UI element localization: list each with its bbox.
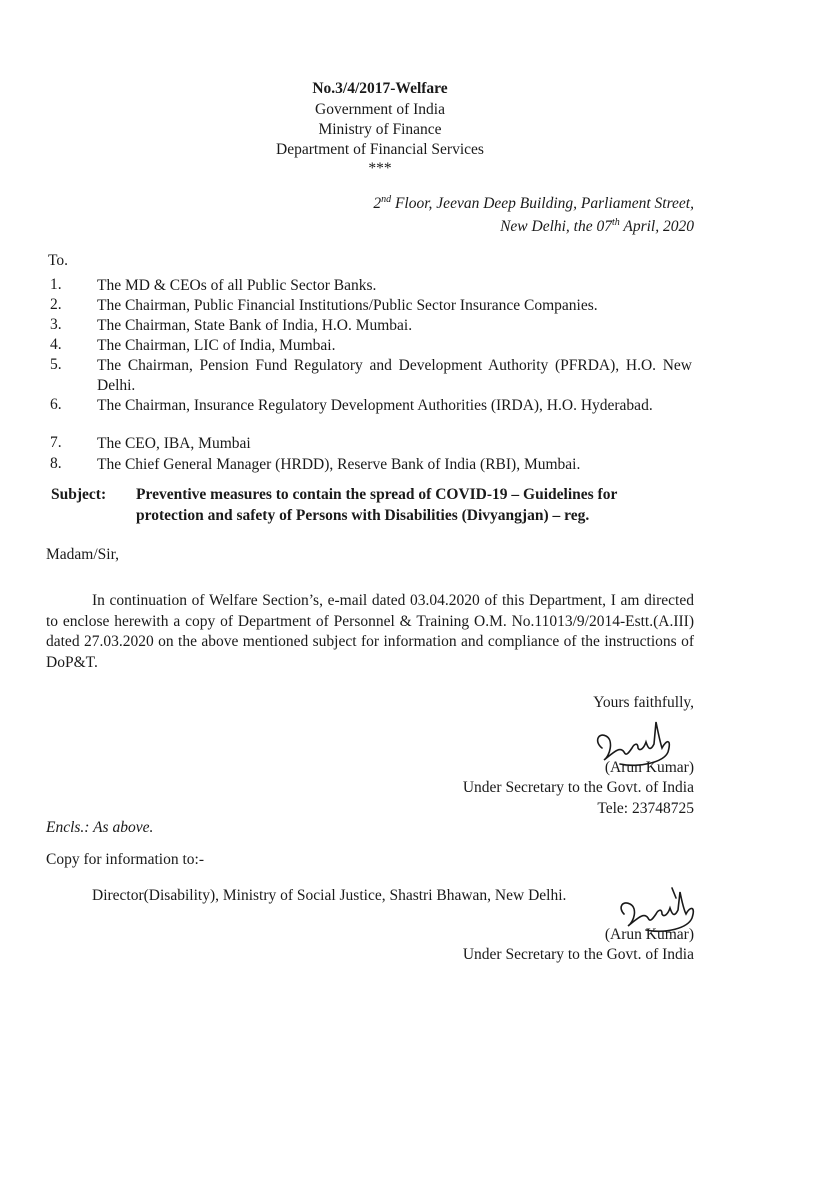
- item-number: 7.: [50, 434, 62, 451]
- government-line: Government of India: [315, 101, 445, 118]
- item-number: 5.: [50, 356, 62, 373]
- ministry-line: Ministry of Finance: [318, 121, 442, 138]
- subject-label: Subject:: [51, 486, 107, 503]
- file-number: No.3/4/2017-Welfare: [312, 80, 448, 97]
- list-item: [0, 336, 829, 356]
- list-item: [0, 455, 829, 475]
- list-item: [0, 316, 829, 336]
- item-number: 6.: [50, 396, 62, 413]
- item-text: The Chairman, State Bank of India, H.O. Mumbai.: [97, 317, 413, 334]
- list-item: [0, 434, 829, 454]
- item-text: The Chairman, LIC of India, Mumbai.: [97, 337, 336, 354]
- address-text: Floor, Jeevan Deep Building, Parliament Street,: [391, 195, 694, 213]
- item-text: The MD & CEOs of all Public Sector Banks.: [97, 277, 377, 294]
- item-text: The Chairman, Pension Fund Regulatory and Development Authority (PFRDA), H.O. New Delhi.: [97, 357, 692, 394]
- signatory2-designation: Under Secretary to the Govt. of India: [462, 946, 694, 963]
- signatory2-name: (Arun Kumar): [604, 926, 694, 943]
- floor-suffix: nd: [381, 194, 392, 205]
- date-prefix: New Delhi, the 07: [500, 218, 612, 236]
- list-item: [0, 396, 829, 436]
- header-stars: ***: [368, 160, 392, 177]
- salutation: Madam/Sir,: [46, 546, 119, 563]
- subject-line-2: protection and safety of Persons with Disabilities (Divyangjan) – reg.: [136, 507, 590, 524]
- copy-recipient: Director(Disability), Ministry of Social Justice, Shastri Bhawan, New Delhi.: [92, 887, 567, 904]
- item-text: The Chief General Manager (HRDD), Reserve Bank of India (RBI), Mumbai.: [97, 456, 581, 473]
- item-number: 3.: [50, 316, 62, 333]
- item-text: The Chairman, Insurance Regulatory Development Authorities (IRDA), H.O. Hyderabad.: [97, 397, 653, 414]
- signatory-designation: Under Secretary to the Govt. of India: [462, 779, 694, 796]
- item-number: 1.: [50, 276, 62, 293]
- item-number: 8.: [50, 455, 62, 472]
- body-paragraph: In continuation of Welfare Section’s, e-mail dated 03.04.2020 of this Department, I am directed to enclose herewith a copy of Department of Personnel & Training O.M. No.11013/9/2014-Estt.(A.III) dated 27.03.2020 on the above mentioned subject for information and compliance of the instructions of DoP&T.: [46, 592, 694, 671]
- item-number: 4.: [50, 336, 62, 353]
- department-line: Department of Financial Services: [276, 141, 484, 158]
- signatory-telephone: Tele: 23748725: [597, 800, 694, 817]
- signatory-name: (Arun Kumar): [604, 759, 694, 776]
- to-label: To.: [48, 252, 69, 269]
- closing: Yours faithfully,: [593, 694, 694, 711]
- item-number: 2.: [50, 296, 62, 313]
- floor-number: 2: [373, 195, 382, 213]
- subject-line-1: Preventive measures to contain the spread of COVID-19 – Guidelines for: [136, 486, 618, 503]
- enclosures: Encls.: As above.: [46, 819, 154, 836]
- item-text: The Chairman, Public Financial Institutions/Public Sector Insurance Companies.: [97, 297, 598, 314]
- date-suffix: th: [612, 217, 620, 228]
- list-item: [0, 296, 829, 316]
- list-item: [0, 356, 829, 396]
- item-text: The CEO, IBA, Mumbai: [97, 435, 251, 452]
- copy-label: Copy for information to:-: [46, 851, 204, 868]
- date-line: [500, 217, 694, 236]
- date-rest: April, 2020: [619, 218, 694, 236]
- list-item: [0, 276, 829, 296]
- address-line: [373, 194, 694, 213]
